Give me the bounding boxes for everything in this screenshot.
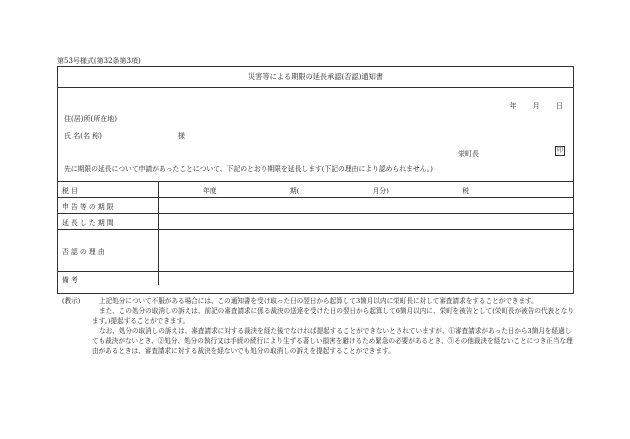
honorific: 様 <box>178 132 185 140</box>
seal-stamp: 印 <box>556 147 563 154</box>
instruction-paragraph-2: また、この処分の取消しの訴えは、前記の審査請求に係る裁決の送達を受けた日の翌日から起算して6箇月以内に、栄町を被告として(栄町長が被告の代表となります。)提起することができます。 <box>92 307 574 325</box>
fiscal-year-label: 年度 <box>203 186 217 195</box>
extension-value <box>159 214 574 230</box>
body-text: 先に期限の延長について申請があったことについて、下記のとおり期限を延長します(下記の理由により認められません。) <box>64 165 433 173</box>
mayor-label: 栄町長 <box>458 150 479 158</box>
details-table <box>58 181 573 285</box>
instruction-paragraph-3: なお、処分の取消しの訴えは、審査請求に対する裁決を経た後でなければ提起することができないとされていますが、①審査請求があった日から3箇月を経過しても裁決がないとき、②処分、処分の執行又は手続の続行により生ずる著しい損害を避けるため緊急の必要があるとき、③その他裁決を経ないことにつき正当な理由があるときは、審査請求に対する裁決を経ないでも処分の取消しの訴えを提起することができます。 <box>92 327 573 355</box>
form-number: 第53号様式(第32条第3項) <box>57 57 141 65</box>
tax-head <box>62 185 154 195</box>
date-line: 年 月 日 <box>509 102 563 110</box>
reason-head: 否 認 の 理 由 <box>58 230 159 272</box>
deadline-value <box>159 198 574 214</box>
tax-row <box>58 182 573 198</box>
remarks-row <box>58 272 573 286</box>
deadline-head: 申 告 等 の 期 限 <box>58 198 159 214</box>
reason-value <box>159 230 574 272</box>
form-title: 災害等による期限の延長承認(否認)通知書 <box>58 67 573 88</box>
tax-row-values <box>163 185 569 195</box>
month-label: 月分) <box>372 186 389 195</box>
extension-head: 延 長 し た 期 間 <box>58 214 159 230</box>
instructions <box>62 296 574 356</box>
notice-form <box>57 66 574 294</box>
tax-label: 税 <box>462 186 469 195</box>
instructions-label: (教示) <box>62 297 81 305</box>
period-label: 期( <box>289 186 300 195</box>
remarks-value <box>159 272 574 286</box>
address-label: 住(居)所(所在地) <box>64 115 117 123</box>
tax-head-label: 税 目 <box>62 186 78 195</box>
deadline-row <box>58 198 573 214</box>
remarks-head: 備 考 <box>58 272 159 286</box>
name-label: 氏 名(名 称) <box>64 132 102 140</box>
reason-row <box>58 230 573 272</box>
extension-row <box>58 214 573 230</box>
instruction-paragraph-1: 上記処分について不服がある場合には、この通知書を受け取った日の翌日から起算して3箇月以内に栄町長に対して審査請求をすることができます。 <box>99 297 538 305</box>
